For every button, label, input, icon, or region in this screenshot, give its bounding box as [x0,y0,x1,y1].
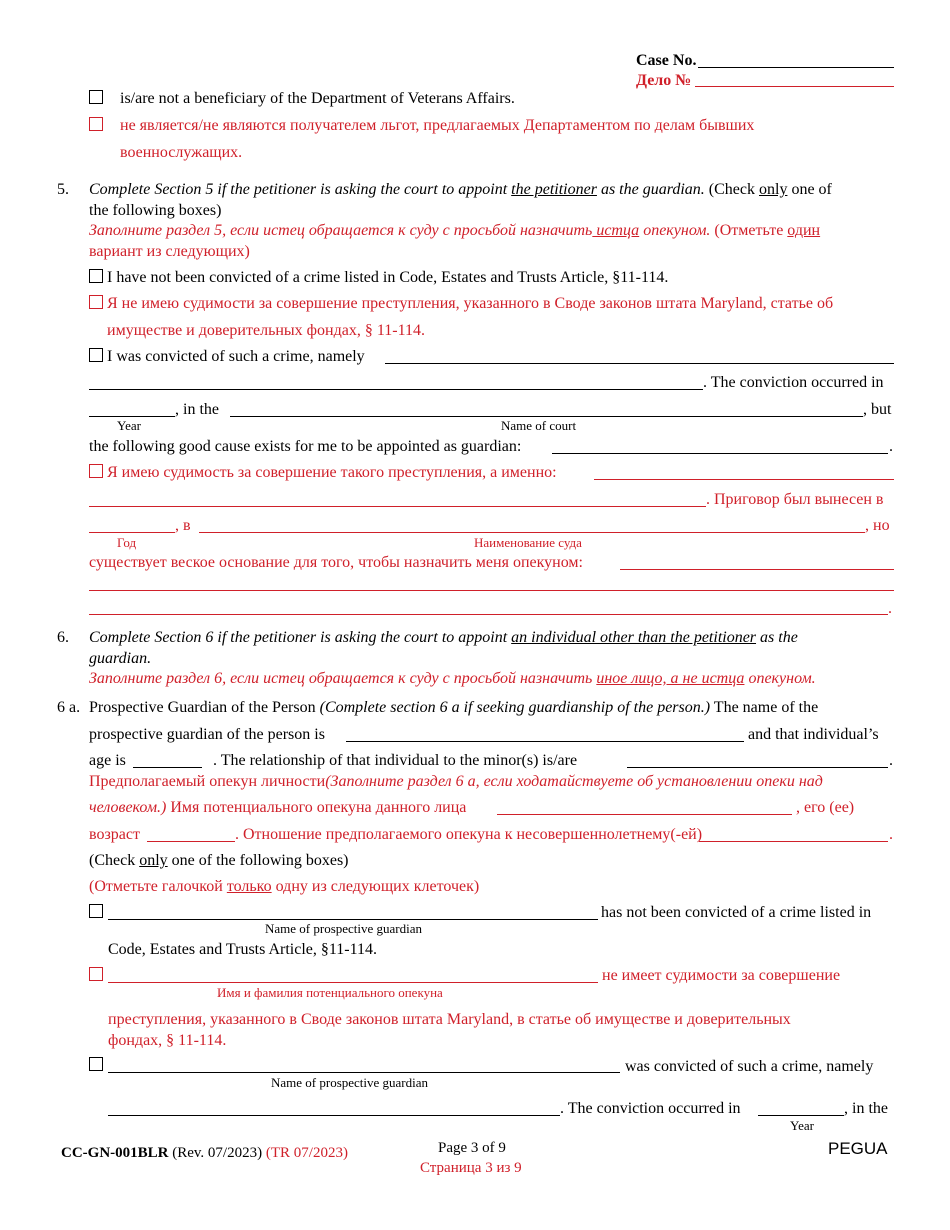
s6a-ru-l2-i: человеком.) [89,799,167,816]
s5-good-cause-ru-period: . [888,600,892,617]
s5-conviction-ru: . Приговор был вынесен в [706,491,884,508]
s5-good-cause-field-ru[interactable] [620,569,894,570]
s6a-ru-title-i: (Заполните раздел 6 а, если ходатайствуете об установлении опеки над [325,773,823,790]
s6a-convicted-name-field[interactable] [108,1072,620,1073]
s6a-individuals: and that individual’s [748,726,879,743]
s6a-ru-age-label: возраст [89,826,140,843]
s5-good-cause-ru: существует веское основание для того, чтобы назначить меня опекуном: [89,554,583,571]
s5-year-field-ru[interactable] [89,532,175,533]
s6a-relationship-period: . [889,752,893,769]
s5-but: , but [863,401,892,418]
case-no-field[interactable] [698,67,894,68]
s6a-ru-check-post: одну из следующих клеточек) [271,878,480,895]
s6a-guardian-name-field-ru[interactable] [497,814,792,815]
s5-ru-u: истца [592,222,640,239]
s6a-check-pre: (Check [89,852,140,869]
section-5-instructions [89,181,832,199]
s5-court-field-ru[interactable] [199,532,865,533]
s6-ru-post: опекуном. [744,670,816,687]
s6a-title-i: (Complete section 6 a if seeking guardianship of the person.) [319,699,711,716]
s6a-ru-title: Предполагаемый опекун личности [89,773,326,790]
s6-ru-pre: Заполните раздел 6, если истец обращается к суду с просьбой назначить [89,670,597,687]
s6a-ru-check-u: только [226,878,272,895]
s5-convicted-checkbox[interactable] [89,348,103,362]
s5-good-cause: the following good cause exists for me to be appointed as guardian: [89,438,522,455]
s6a-not-convicted-text-ru: не имеет судимости за совершение [602,967,841,984]
section-6-instructions [89,629,798,647]
section-6-number: 6. [57,629,69,646]
s6a-convicted-checkbox[interactable] [89,1057,103,1071]
s6a-conviction-occurred: . The conviction occurred in [560,1100,741,1117]
s5-no-ru: , но [865,517,890,534]
not-beneficiary-text: is/are not a beneficiary of the Department of Veterans Affairs. [120,90,515,107]
section-5-instructions-ru [89,222,820,240]
s5-good-cause-field-ru-2[interactable] [89,590,894,591]
s5-crime-field[interactable] [385,363,894,364]
s6a-guardian-name-field[interactable] [346,741,744,742]
s6a-relationship-field[interactable] [627,767,888,768]
s6a-not-convicted-text: has not been convicted of a crime listed in [601,904,872,921]
s6a-ru-rel-period: . [889,826,893,843]
s5-instr-post: as the guardian. [596,181,705,198]
section-6a-title [89,699,818,717]
s6a-relationship-label: . The relationship of that individual to the minor(s) is/are [213,752,578,769]
s5-not-convicted-checkbox-ru[interactable] [89,295,103,309]
s5-convicted-text-ru: Я имею судимость за совершение такого преступления, а именно: [107,464,557,481]
s6a-ru-check-pre: (Отметьте галочкой [89,878,227,895]
s5-instr-u: the petitioner [511,181,597,198]
s6a-age-label: age is [89,752,126,769]
s5-good-cause-period: . [889,438,893,455]
s6a-ru-l2-text: Имя потенциального опекуна данного лица [166,799,467,816]
s5-check-u: only [759,181,788,198]
case-no-field-ru[interactable] [695,86,894,87]
s5-not-convicted-checkbox[interactable] [89,269,103,283]
section-6-instructions-ru [89,670,816,688]
s5-caption-year: Year [117,418,141,433]
s5-not-convicted-text-ru-1: Я не имею судимости за совершение преступления, указанного в Своде законов штата Maryland, статье об [107,295,834,312]
s6-instr-u: an individual other than the petitioner [511,629,757,646]
s6-instr-post: as the [756,629,798,646]
s5-instr-pre: Complete Section 5 if the petitioner is asking the court to appoint [89,181,512,198]
s5-ru-check-pre: (Отметьте [710,222,788,239]
s6a-not-convicted-name-field-ru[interactable] [108,982,598,983]
s6a-ru-l2 [89,799,466,817]
s6a-title-post: The name of the [710,699,819,716]
s5-not-convicted-text-ru-2: имуществе и доверительных фондах, § 11-114. [107,322,425,339]
s6a-year-field[interactable] [758,1115,844,1116]
s5-crime-field-ru[interactable] [594,479,894,480]
s6a-not-convicted-checkbox[interactable] [89,904,103,918]
not-beneficiary-text-ru-2: военнослужащих. [120,144,243,161]
s5-caption-court-ru: Наименование суда [474,535,582,550]
s6a-not-convicted-checkbox-ru[interactable] [89,967,103,981]
s6a-age-field[interactable] [133,767,202,768]
s6a-check-u: only [139,852,168,869]
s5-not-convicted-text: I have not been convicted of a crime listed in Code, Estates and Trusts Article, §11-114. [107,269,669,286]
case-no-label-ru: Дело № [636,72,692,89]
s5-ru-post: опекуном. [639,222,711,239]
s5-crime-field-2[interactable] [89,389,703,390]
s5-convicted-text: I was convicted of such a crime, namely [107,348,365,365]
section-6a-number: 6 a. [57,699,81,716]
s6a-relationship-field-ru[interactable] [699,841,888,842]
footer-form-number: CC-GN-001BLR [61,1145,169,1161]
s6a-crime-field[interactable] [108,1115,560,1116]
s6a-check-instruction-ru [89,878,479,896]
s5-crime-field-ru-2[interactable] [89,506,706,507]
footer-page-ru: Страница 3 из 9 [420,1160,522,1176]
s6a-caption-name: Name of prospective guardian [265,921,423,936]
case-no-label: Case No. [636,52,697,69]
not-beneficiary-checkbox-ru[interactable] [89,117,103,131]
s6-ru-u: иное лицо, а не истца [596,670,745,687]
section-6-instructions-l2: guardian. [89,650,152,667]
s6a-not-convicted-name-field[interactable] [108,919,598,920]
s6a-title: Prospective Guardian of the Person [89,699,320,716]
s6a-in-the: , in the [844,1100,888,1117]
s6a-caption-name-ru: Имя и фамилия потенциального опекуна [217,985,443,1000]
section-5-number: 5. [57,181,69,198]
s5-in-the: , in the [175,401,219,418]
not-beneficiary-checkbox[interactable] [89,90,103,104]
s5-court-field[interactable] [230,416,863,417]
s5-year-field[interactable] [89,416,175,417]
section-5-instructions-ru-l2: вариант из следующих) [89,243,250,260]
s6a-guardian-name-label: prospective guardian of the person is [89,726,325,743]
s6a-check-post: one of the following boxes) [167,852,349,869]
s5-check-post: one of [787,181,832,198]
s5-good-cause-field-ru-3[interactable] [89,614,888,615]
s5-check-pre: (Check [704,181,759,198]
footer-page: Page 3 of 9 [438,1140,506,1156]
s5-caption-court: Name of court [501,418,577,433]
s5-in-ru: , в [175,517,191,534]
s6a-check-instruction [89,852,349,870]
footer-rev: (Rev. 07/2023) [168,1145,266,1161]
s6a-ru-his: , его (ее) [796,799,855,816]
s6a-not-convicted-text-l2: Code, Estates and Trusts Article, §11-114. [108,941,378,958]
s5-ru-check-u: один [787,222,821,239]
footer-language-code: PEGUA [828,1139,888,1158]
s6a-not-convicted-text-ru-l2: преступления, указанного в Своде законов штата Maryland, в статье об имуществе и доверительных [108,1011,791,1028]
s6a-age-field-ru[interactable] [147,841,235,842]
s5-good-cause-field[interactable] [552,453,888,454]
s6a-caption-name-2: Name of prospective guardian [271,1075,429,1090]
s6-instr-pre: Complete Section 6 if the petitioner is asking the court to appoint [89,629,512,646]
s5-convicted-checkbox-ru[interactable] [89,464,103,478]
s5-caption-year-ru: Год [117,535,137,550]
s6a-not-convicted-text-ru-l3: фондах, § 11-114. [108,1032,227,1049]
s6a-convicted-text: was convicted of such a crime, namely [625,1058,874,1075]
not-beneficiary-text-ru-1: не является/не являются получателем льгот, предлагаемых Департаментом по делам бывших [120,117,755,134]
s6a-caption-year: Year [790,1118,814,1133]
footer-form-id [61,1145,348,1162]
s5-ru-pre: Заполните раздел 5, если истец обращается к суду с просьбой назначить [89,222,593,239]
s6a-ru-rel-label: . Отношение предполагаемого опекуна к несовершеннолетнему(-ей) [235,826,703,843]
section-5-instructions-l2: the following boxes) [89,202,222,219]
s6a-title-ru [89,773,823,791]
footer-tr: (TR 07/2023) [265,1145,348,1161]
s5-conviction-occurred: . The conviction occurred in [703,374,884,391]
